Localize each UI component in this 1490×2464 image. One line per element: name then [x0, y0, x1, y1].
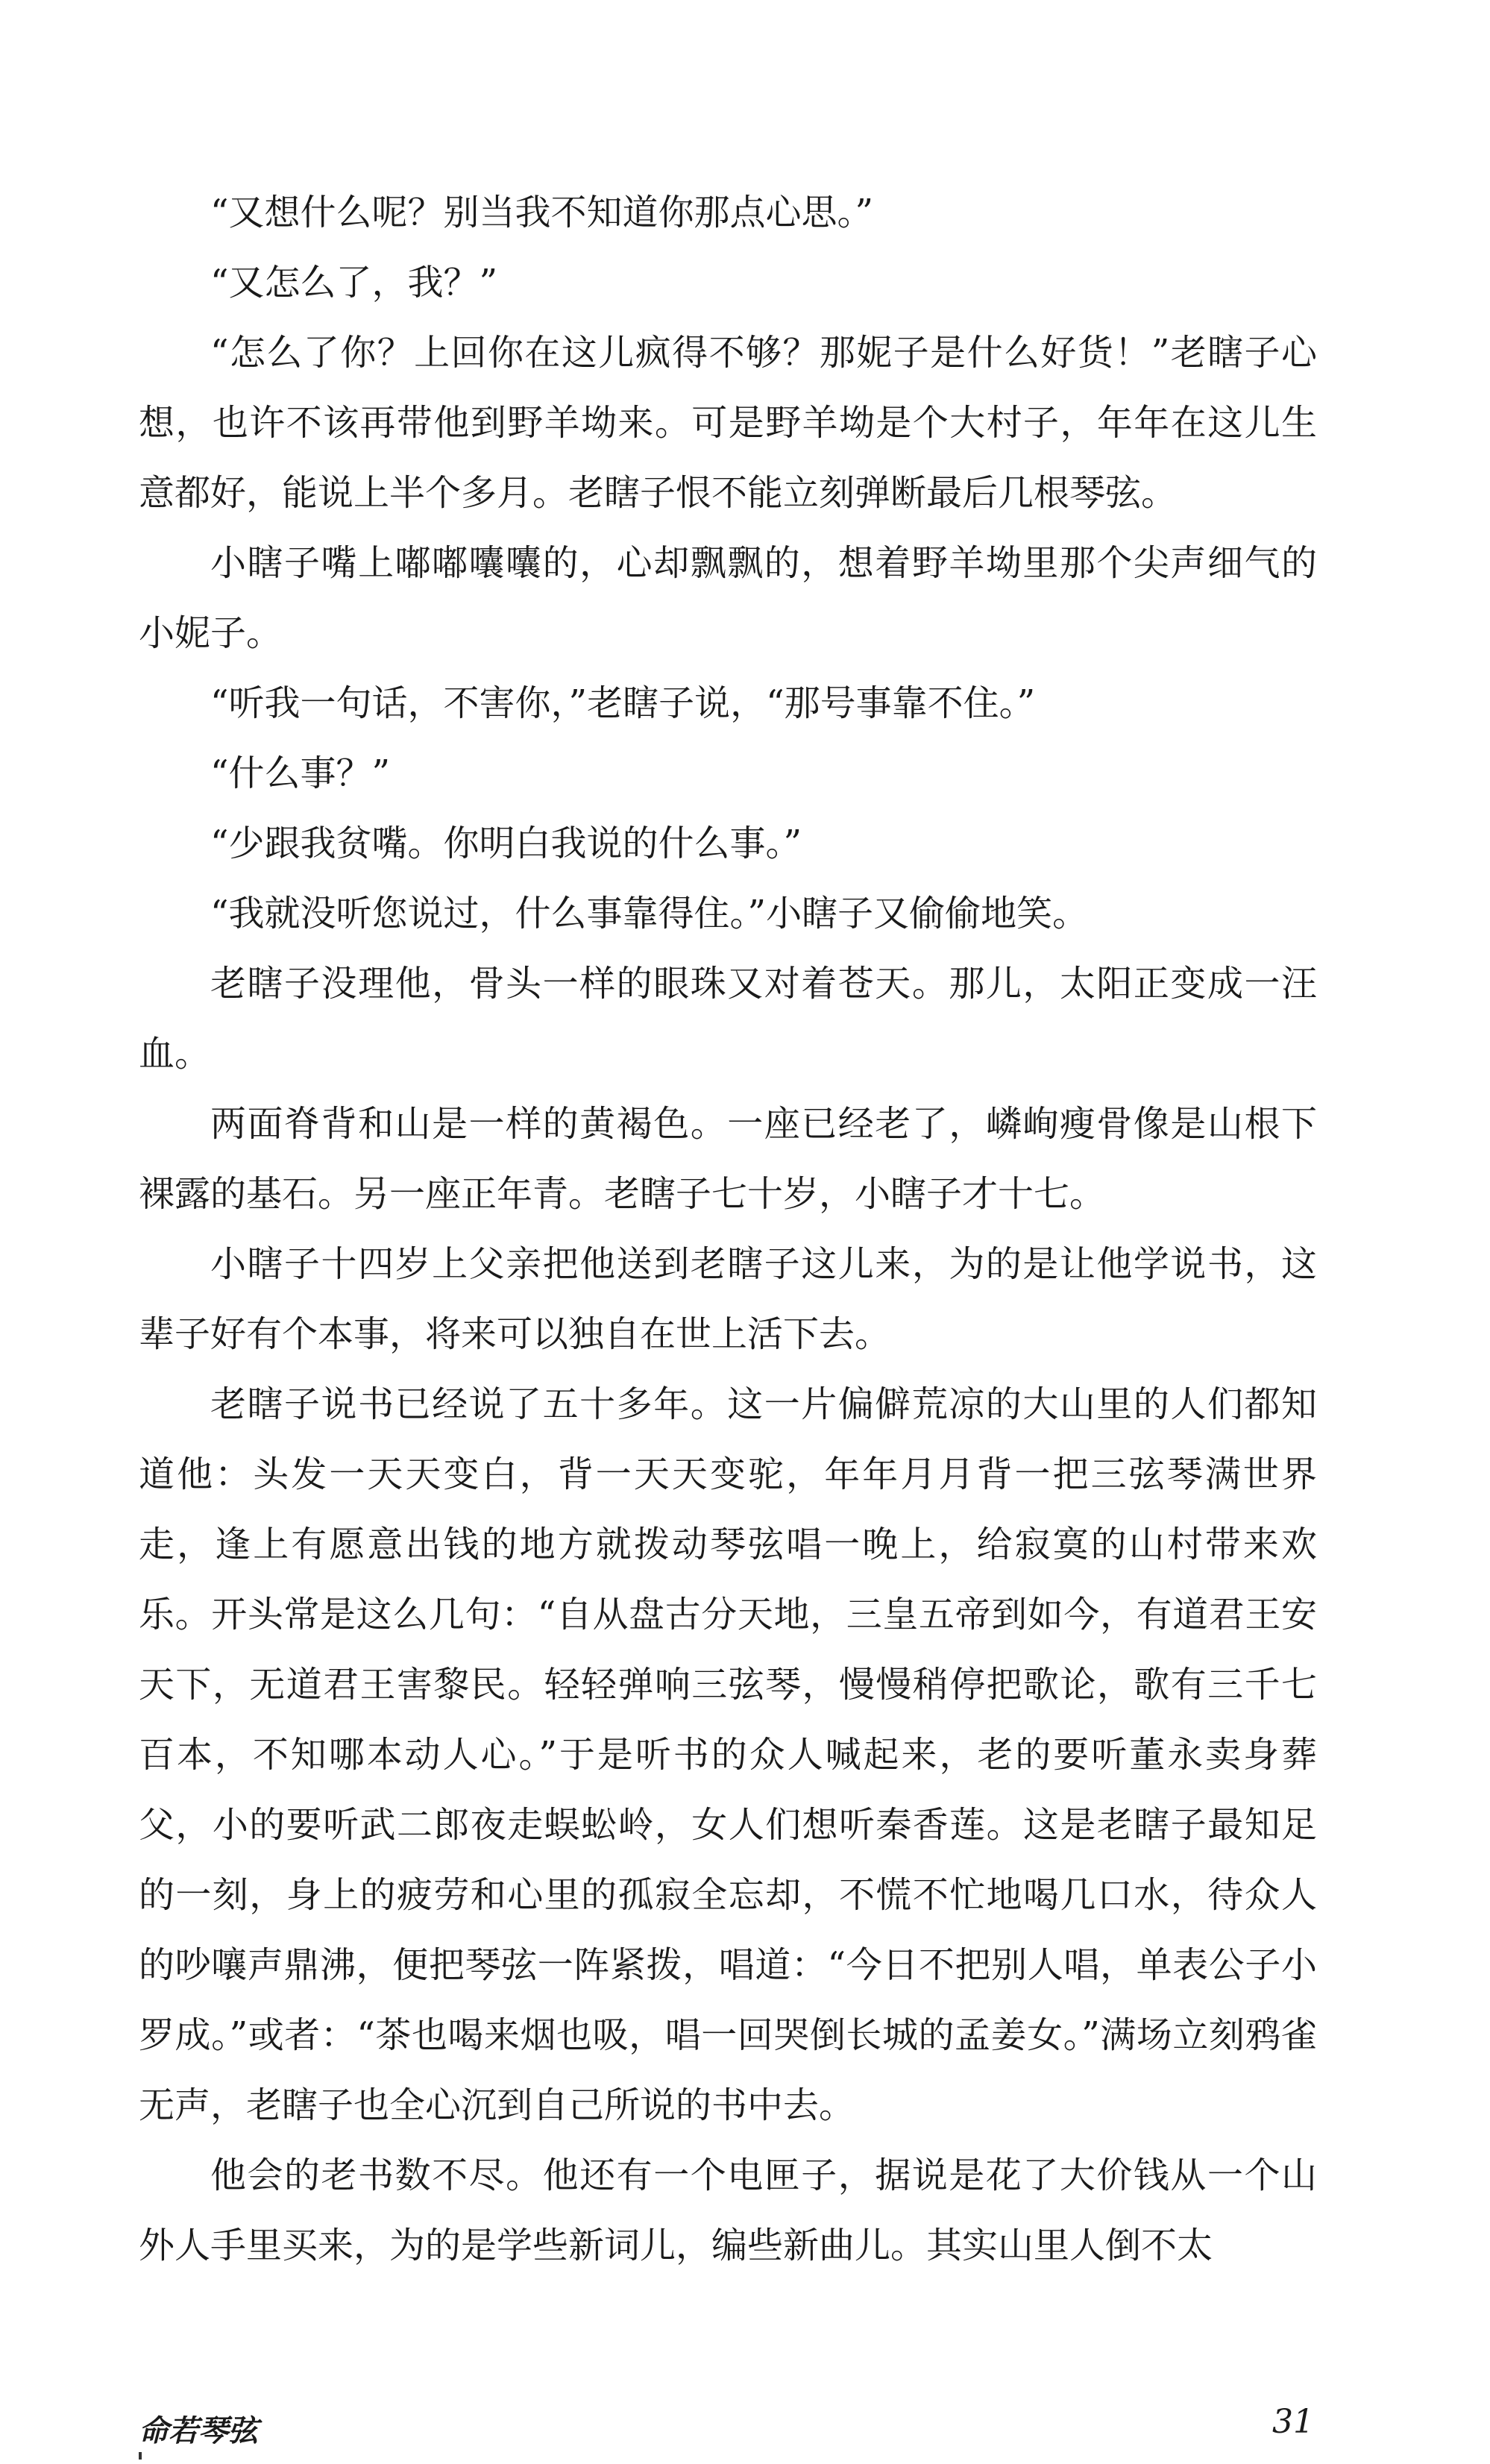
- paragraph: 老瞎子没理他，骨头一样的眼珠又对着苍天。那儿，太阳正变成一汪血。: [139, 963, 1317, 1075]
- paragraph: “我就没听您说过，什么事靠得住。”小瞎子又偷偷地笑。: [210, 893, 1089, 934]
- paragraph: 老瞎子说书已经说了五十多年。这一片偏僻荒凉的大山里的人们都知道他：头发一天天变白，背一天天变驼，年年月月背一把三弦琴满世界走，逢上有愿意出钱的地方就拨动琴弦唱一晚上，给寂寞的山村带来欢乐。开头常是这么几句：“自从盘古分天地，三皇五帝到如今，有道君王安天下，无道君王害黎民。轻轻弹响三弦琴，慢慢稍停把歌论，歌有三千七百本，不知哪本动人心。”于是听书的众人喊起来，老的要听董永卖身葬父，小的要听武二郎夜走蜈蚣岭，女人们想听秦香莲。这是老瞎子最知足的一刻，身上的疲劳和心里的孤寂全忘却，不慌不忙地喝几口水，待众人的吵嚷声鼎沸，便把琴弦一阵紧拨，唱道：“今日不把别人唱，单表公子小罗成。”或者：“茶也喝来烟也吸，唱一回哭倒长城的孟姜女。”满场立刻鸦雀无声，老瞎子也全心沉到自己所说的书中去。: [139, 1383, 1317, 2126]
- paragraph: “又想什么呢？别当我不知道你那点心思。”: [210, 192, 874, 233]
- paragraph: 两面脊背和山是一样的黄褐色。一座已经老了，嶙峋瘦骨像是山根下裸露的基石。另一座正年青。老瞎子七十岁，小瞎子才十七。: [139, 1103, 1317, 1215]
- scan-mark: [139, 2452, 142, 2460]
- paragraph: “少跟我贫嘴。你明白我说的什么事。”: [210, 823, 802, 864]
- paragraph: 小瞎子十四岁上父亲把他送到老瞎子这儿来，为的是让他学说书，这辈子好有个本事，将来可以独自在世上活下去。: [139, 1243, 1317, 1355]
- paragraph: “听我一句话，不害你，”老瞎子说，“那号事靠不住。”: [210, 682, 1036, 724]
- paragraph: “什么事？”: [210, 752, 391, 794]
- paragraph: 小瞎子嘴上嘟嘟囔囔的，心却飘飘的，想着野羊坳里那个尖声细气的小妮子。: [139, 542, 1317, 654]
- paragraph: “怎么了你？上回你在这儿疯得不够？那妮子是什么好货！”老瞎子心想，也许不该再带他到野羊坳来。可是野羊坳是个大村子，年年在这儿生意都好，能说上半个多月。老瞎子恨不能立刻弹断最后几根琴弦。: [139, 332, 1317, 514]
- paragraph: “又怎么了，我？”: [210, 262, 498, 304]
- page-number: 31: [1272, 2403, 1314, 2441]
- paragraph: 他会的老书数不尽。他还有一个电匣子，据说是花了大价钱从一个山外人手里买来，为的是学些新词儿，编些新曲儿。其实山里人倒不太: [139, 2155, 1317, 2266]
- body-text: [139, 177, 1317, 2281]
- running-footer-title: 命若琴弦: [139, 2413, 258, 2448]
